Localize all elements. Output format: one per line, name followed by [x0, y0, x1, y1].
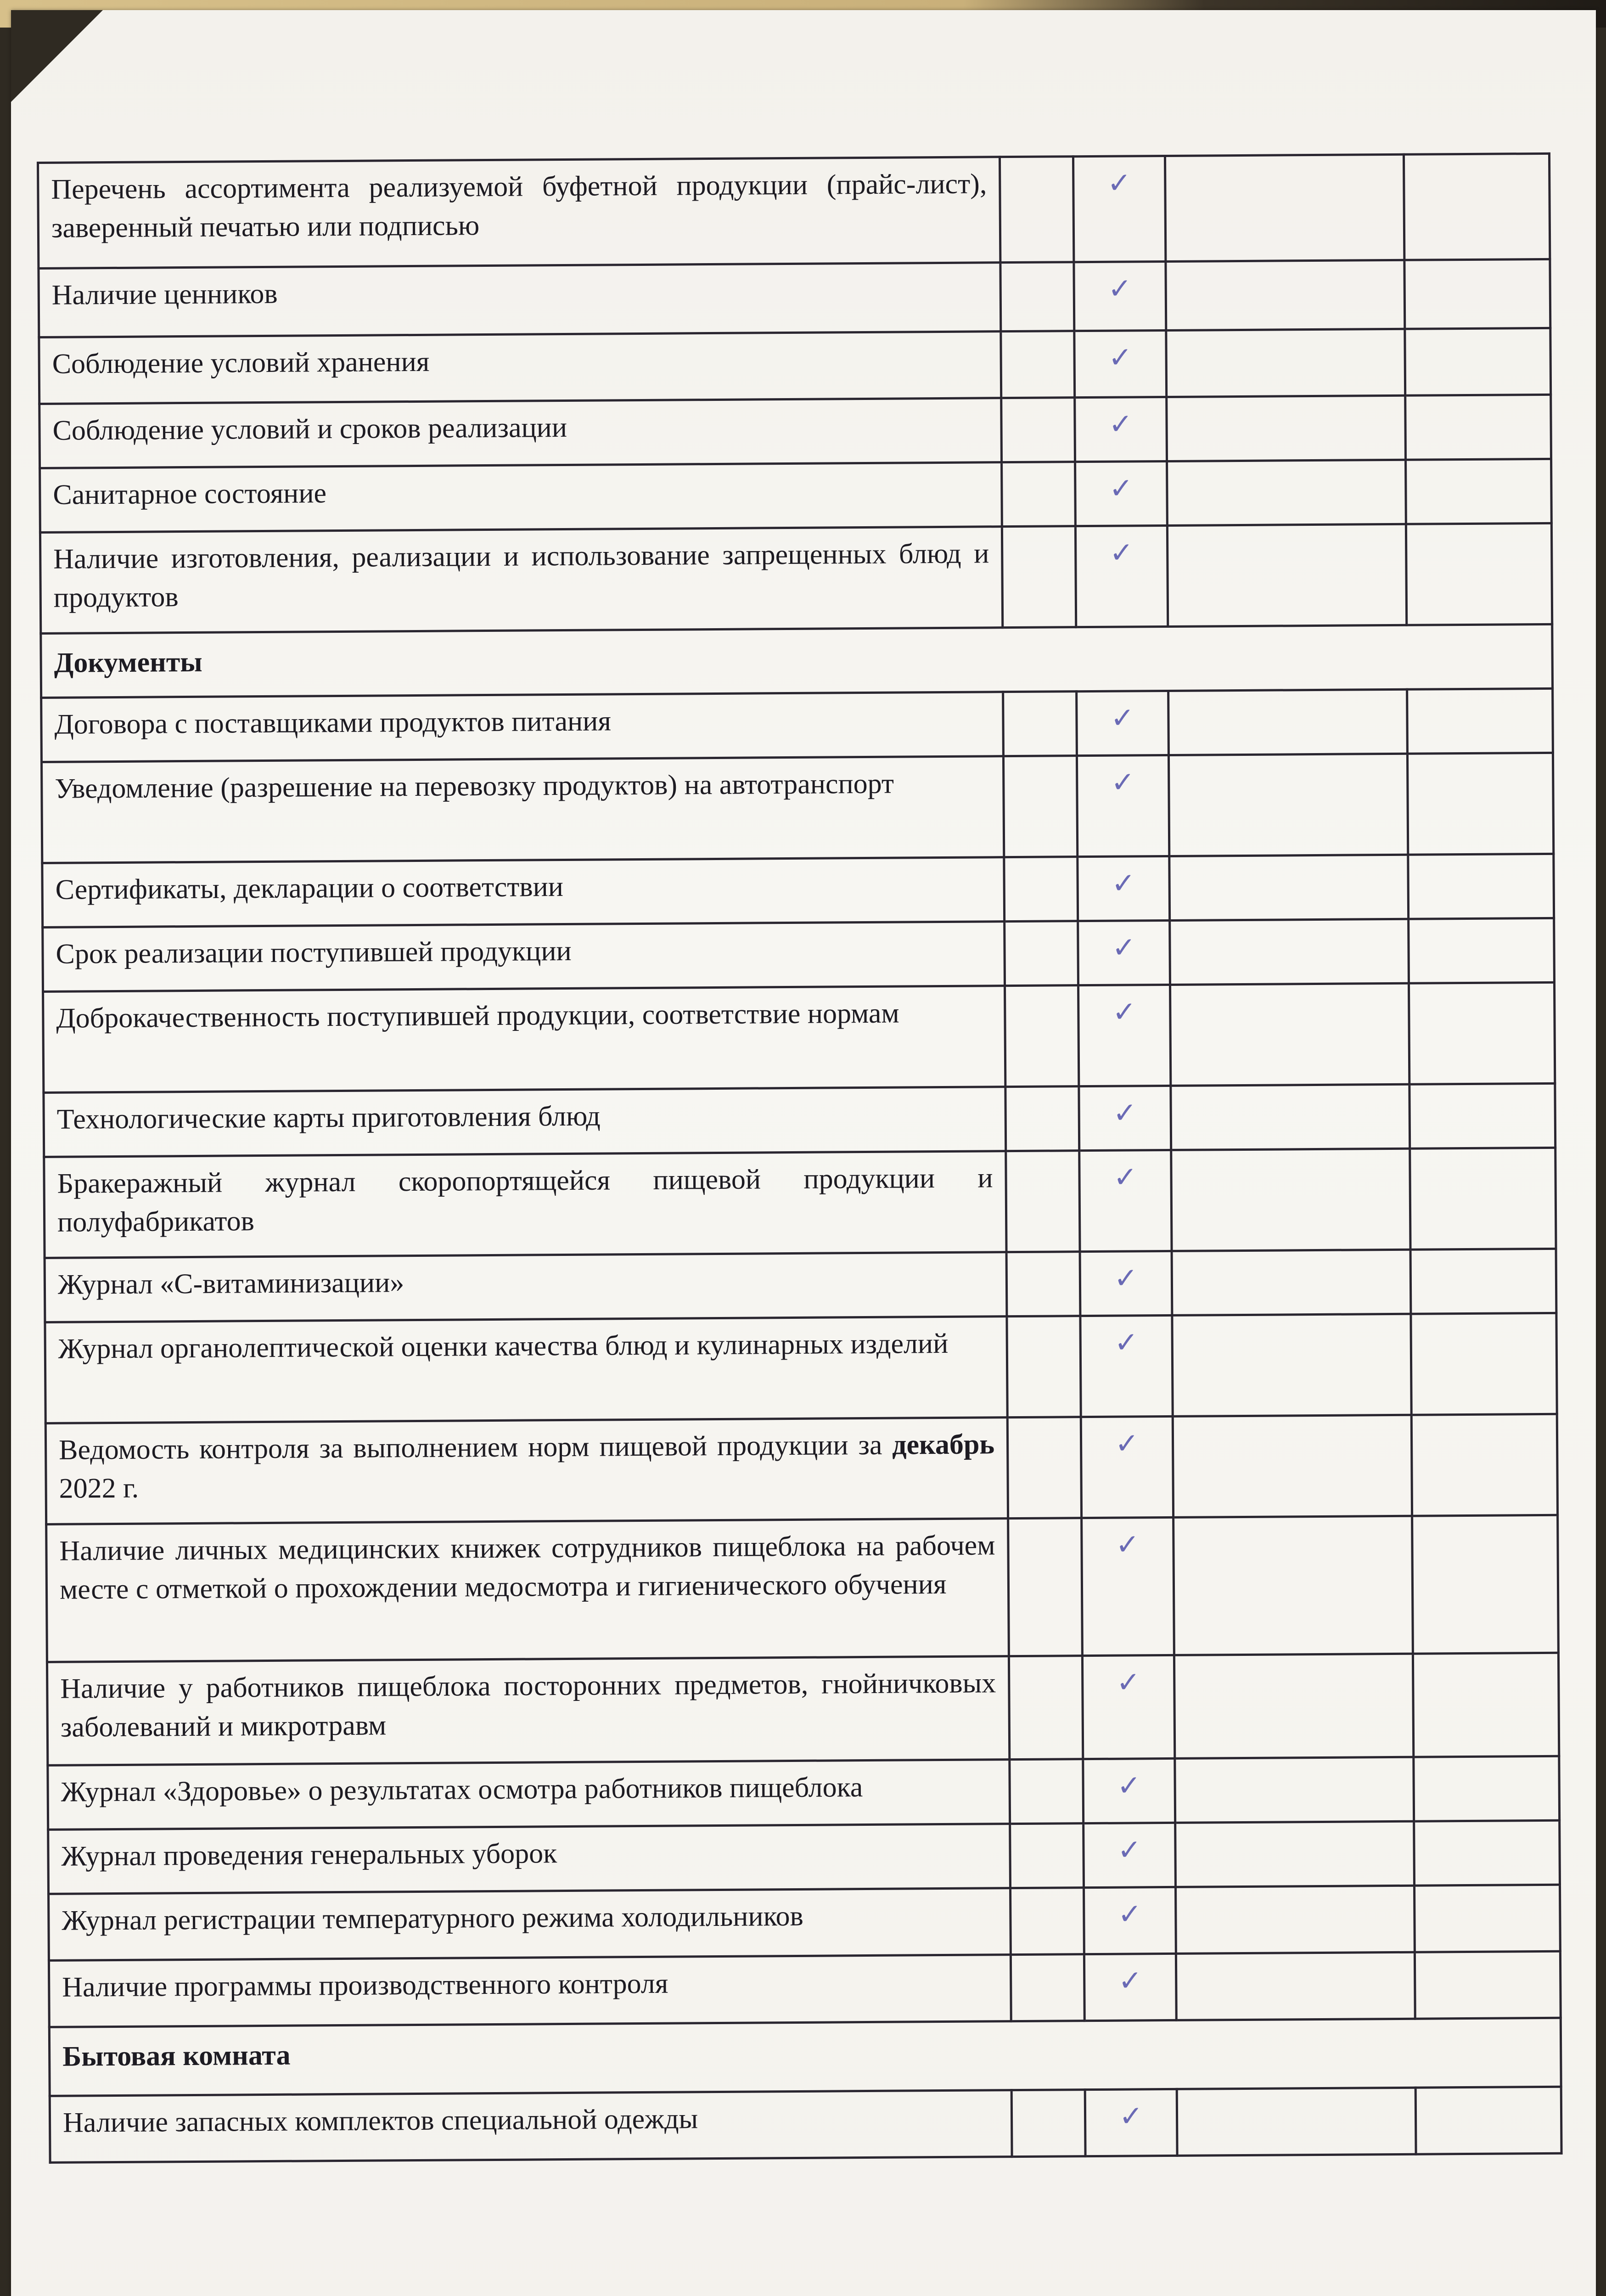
checklist-row [45, 1249, 1556, 1322]
remarks-cell[interactable] [1166, 260, 1405, 330]
requirement-text: Наличие программы производственного контроля [49, 1955, 1011, 2027]
checklist-row [41, 688, 1553, 762]
checklist-row [45, 1414, 1557, 1524]
check-mark-icon: ✓ [1108, 271, 1132, 305]
checklist-row [43, 982, 1555, 1092]
checklist-row [42, 854, 1554, 927]
checklist-row [49, 1951, 1561, 2027]
answer-no-cell[interactable] [1003, 756, 1077, 857]
checklist-row [40, 459, 1552, 532]
extra-cell[interactable] [1410, 1249, 1556, 1314]
requirement-text: Наличие запасных комплектов специальной одежды [50, 2090, 1012, 2163]
extra-cell[interactable] [1410, 1148, 1556, 1249]
checklist-row [48, 1820, 1560, 1894]
answer-no-cell[interactable] [1005, 1086, 1079, 1151]
answer-no-cell[interactable] [1002, 462, 1076, 527]
check-mark-icon: ✓ [1115, 1426, 1139, 1460]
answer-yes-cell[interactable] [1082, 1517, 1174, 1655]
check-mark-icon: ✓ [1117, 1833, 1142, 1867]
answer-yes-cell[interactable] [1084, 1887, 1176, 1954]
answer-no-cell[interactable] [1011, 1888, 1084, 1955]
remarks-cell[interactable] [1166, 329, 1405, 397]
extra-cell[interactable] [1411, 1414, 1557, 1516]
answer-yes-cell[interactable] [1084, 1953, 1176, 2020]
remarks-cell[interactable] [1174, 1654, 1413, 1758]
answer-no-cell[interactable] [1006, 1151, 1080, 1252]
extra-cell[interactable] [1409, 918, 1555, 983]
answer-no-cell[interactable] [1010, 1823, 1084, 1888]
answer-yes-cell[interactable] [1083, 1758, 1175, 1823]
checklist-row [45, 1313, 1557, 1423]
check-mark-icon: ✓ [1115, 1527, 1140, 1561]
answer-yes-cell[interactable] [1085, 2089, 1177, 2156]
extra-cell[interactable] [1409, 1083, 1555, 1148]
remarks-cell[interactable] [1170, 983, 1409, 1086]
answer-yes-cell[interactable] [1079, 1150, 1172, 1251]
answer-yes-cell[interactable] [1078, 856, 1170, 921]
requirement-text: Журнал проведения генеральных уборок [48, 1824, 1011, 1894]
extra-cell[interactable] [1407, 753, 1553, 855]
check-mark-icon: ✓ [1109, 535, 1134, 569]
requirement-text-part: 2022 г. [59, 1472, 139, 1504]
check-mark-icon: ✓ [1111, 866, 1136, 900]
extra-cell[interactable] [1409, 982, 1555, 1084]
answer-yes-cell[interactable] [1082, 1655, 1174, 1759]
answer-no-cell[interactable] [1001, 331, 1075, 398]
remarks-cell[interactable] [1167, 460, 1406, 525]
answer-yes-cell[interactable] [1075, 397, 1167, 461]
check-mark-icon: ✓ [1114, 1325, 1139, 1359]
check-mark-icon: ✓ [1108, 340, 1133, 374]
requirement-text: Наличие у работников пищеблока посторонних предметов, гнойничковых заболеваний и микротравм [47, 1656, 1009, 1766]
check-mark-icon: ✓ [1109, 471, 1134, 505]
remarks-cell[interactable] [1172, 1314, 1411, 1416]
remarks-cell[interactable] [1175, 1885, 1415, 1953]
extra-cell[interactable] [1404, 153, 1550, 260]
answer-yes-cell[interactable] [1074, 330, 1167, 397]
answer-yes-cell[interactable] [1077, 755, 1169, 856]
requirement-text: Санитарное состояние [40, 462, 1002, 533]
extra-cell[interactable] [1407, 688, 1553, 754]
requirement-text: Бракеражный журнал скоропортящейся пищевой продукции и полуфабрикатов [44, 1151, 1006, 1258]
checklist-row [44, 1083, 1555, 1157]
check-mark-icon: ✓ [1116, 1665, 1140, 1699]
remarks-cell[interactable] [1175, 1821, 1415, 1887]
remarks-cell[interactable] [1169, 855, 1409, 920]
answer-no-cell[interactable] [1000, 262, 1074, 332]
remarks-cell[interactable] [1170, 919, 1409, 985]
requirement-text: Наличие изготовления, реализации и использование запрещенных блюд и продуктов [40, 527, 1002, 634]
requirement-text-part: Ведомость контроля за выполнением норм пищевой продукции за [58, 1429, 893, 1466]
checklist-row [50, 2087, 1561, 2162]
answer-yes-cell[interactable] [1084, 1823, 1176, 1887]
extra-cell[interactable] [1415, 2087, 1561, 2154]
answer-yes-cell[interactable] [1081, 1416, 1173, 1518]
check-mark-icon: ✓ [1110, 701, 1135, 735]
extra-cell[interactable] [1413, 1653, 1559, 1757]
answer-no-cell[interactable] [1001, 398, 1075, 462]
answer-yes-cell[interactable] [1079, 1086, 1171, 1150]
answer-yes-cell[interactable] [1075, 525, 1168, 627]
remarks-cell[interactable] [1171, 1148, 1410, 1251]
answer-no-cell[interactable] [1008, 1518, 1083, 1656]
answer-no-cell[interactable] [1007, 1417, 1081, 1519]
folded-corner [11, 10, 103, 102]
answer-no-cell[interactable] [1007, 1316, 1081, 1418]
requirement-text [45, 1418, 1008, 1525]
requirement-text: Соблюдение условий и сроков реализации [39, 398, 1002, 468]
remarks-cell[interactable] [1171, 1084, 1410, 1150]
remarks-cell[interactable] [1168, 754, 1408, 856]
requirement-text: Доброкачественность поступившей продукции, соответствие нормам [43, 986, 1005, 1093]
check-mark-icon: ✓ [1118, 1964, 1142, 1998]
answer-yes-cell[interactable] [1075, 461, 1168, 526]
answer-no-cell[interactable] [1003, 692, 1077, 756]
check-mark-icon: ✓ [1114, 1261, 1138, 1295]
requirement-text: Журнал «Здоровье» о результатах осмотра работников пищеблока [48, 1760, 1010, 1830]
check-mark-icon: ✓ [1108, 407, 1133, 441]
extra-cell[interactable] [1415, 1951, 1561, 2019]
remarks-cell[interactable] [1173, 1415, 1412, 1517]
requirement-text: Договора с поставщиками продуктов питания [41, 692, 1004, 762]
remarks-cell[interactable] [1176, 1952, 1415, 2020]
answer-no-cell[interactable] [1009, 1656, 1083, 1760]
extra-cell[interactable] [1414, 1756, 1560, 1821]
checklist-body [38, 153, 1562, 2162]
requirement-text: Наличие ценников [39, 263, 1001, 338]
extra-cell[interactable] [1412, 1515, 1559, 1654]
extra-cell[interactable] [1406, 459, 1552, 524]
checklist-row [49, 1885, 1561, 1960]
answer-no-cell[interactable] [1002, 526, 1076, 628]
remarks-cell[interactable] [1174, 1516, 1413, 1655]
answer-no-cell[interactable] [1006, 1252, 1080, 1317]
extra-cell[interactable] [1414, 1885, 1560, 1952]
checklist-row [39, 328, 1551, 404]
remarks-cell[interactable] [1167, 524, 1406, 626]
section-title: Документы [41, 624, 1553, 698]
checklist-row [41, 753, 1553, 863]
requirement-text: Журнал органолептической оценки качества блюд и кулинарных изделий [45, 1317, 1007, 1424]
month-highlight: декабрь [892, 1429, 995, 1461]
requirement-text: Срок реализации поступившей продукции [43, 922, 1005, 992]
requirement-text: Уведомление (разрешение на перевозку продуктов) на автотранспорт [41, 756, 1004, 863]
checklist-row [39, 259, 1550, 337]
answer-yes-cell[interactable] [1073, 156, 1165, 262]
requirement-text: Технологические карты приготовления блюд [44, 1087, 1006, 1157]
checklist-row [44, 1148, 1556, 1258]
checklist-row [39, 394, 1551, 468]
checklist-row [43, 918, 1555, 991]
checklist-row [40, 523, 1552, 633]
answer-no-cell[interactable] [1010, 1759, 1084, 1824]
extra-cell[interactable] [1411, 1313, 1557, 1415]
checklist-row [48, 1756, 1560, 1829]
extra-cell[interactable] [1405, 328, 1551, 395]
checklist-row [46, 1515, 1559, 1662]
extra-cell[interactable] [1406, 523, 1552, 625]
section-title: Бытовая комната [49, 2018, 1561, 2096]
check-mark-icon: ✓ [1112, 1096, 1137, 1130]
remarks-cell[interactable] [1168, 689, 1408, 755]
answer-yes-cell[interactable] [1074, 261, 1166, 331]
check-mark-icon: ✓ [1107, 166, 1132, 200]
extra-cell[interactable] [1408, 854, 1554, 919]
answer-no-cell[interactable] [1000, 157, 1073, 263]
requirement-text: Перечень ассортимента реализуемой буфетной продукции (прайс-лист), заверенный печатью или подписью [38, 157, 1000, 269]
requirement-text: Наличие личных медицинских книжек сотрудников пищеблока на рабочем месте с отметкой о прохождении медосмотра и гигиенического обучения [46, 1519, 1009, 1662]
check-mark-icon: ✓ [1113, 1160, 1138, 1194]
answer-yes-cell[interactable] [1078, 920, 1170, 985]
requirement-text: Сертификаты, декларации о соответствии [42, 857, 1005, 928]
check-mark-icon: ✓ [1117, 1768, 1141, 1802]
check-mark-icon: ✓ [1119, 2099, 1143, 2133]
check-mark-icon: ✓ [1117, 1897, 1142, 1931]
requirement-text: Соблюдение условий хранения [39, 332, 1001, 404]
remarks-cell[interactable] [1167, 395, 1406, 461]
answer-no-cell[interactable] [1004, 857, 1078, 922]
section-header-row [41, 624, 1553, 698]
answer-no-cell[interactable] [1011, 2090, 1085, 2157]
extra-cell[interactable] [1404, 259, 1550, 329]
answer-yes-cell[interactable] [1077, 691, 1169, 755]
remarks-cell[interactable] [1177, 2088, 1416, 2155]
remarks-cell[interactable] [1175, 1757, 1414, 1823]
requirement-text: Журнал регистрации температурного режима холодильников [49, 1888, 1011, 1961]
answer-yes-cell[interactable] [1080, 1251, 1172, 1316]
answer-no-cell[interactable] [1011, 1954, 1084, 2021]
answer-no-cell[interactable] [1005, 985, 1079, 1087]
answer-no-cell[interactable] [1005, 921, 1078, 986]
answer-yes-cell[interactable] [1078, 985, 1170, 1086]
requirement-text: Журнал «С-витаминизации» [45, 1252, 1007, 1322]
checklist-row [38, 153, 1550, 268]
extra-cell[interactable] [1414, 1820, 1560, 1885]
inspection-checklist-table [37, 152, 1563, 2164]
section-header-row [49, 2018, 1561, 2096]
check-mark-icon: ✓ [1112, 995, 1137, 1029]
remarks-cell[interactable] [1165, 154, 1404, 261]
checklist-row [47, 1653, 1559, 1765]
remarks-cell[interactable] [1172, 1249, 1411, 1315]
check-mark-icon: ✓ [1111, 765, 1135, 799]
answer-yes-cell[interactable] [1080, 1315, 1173, 1417]
check-mark-icon: ✓ [1112, 930, 1136, 964]
extra-cell[interactable] [1405, 394, 1551, 460]
